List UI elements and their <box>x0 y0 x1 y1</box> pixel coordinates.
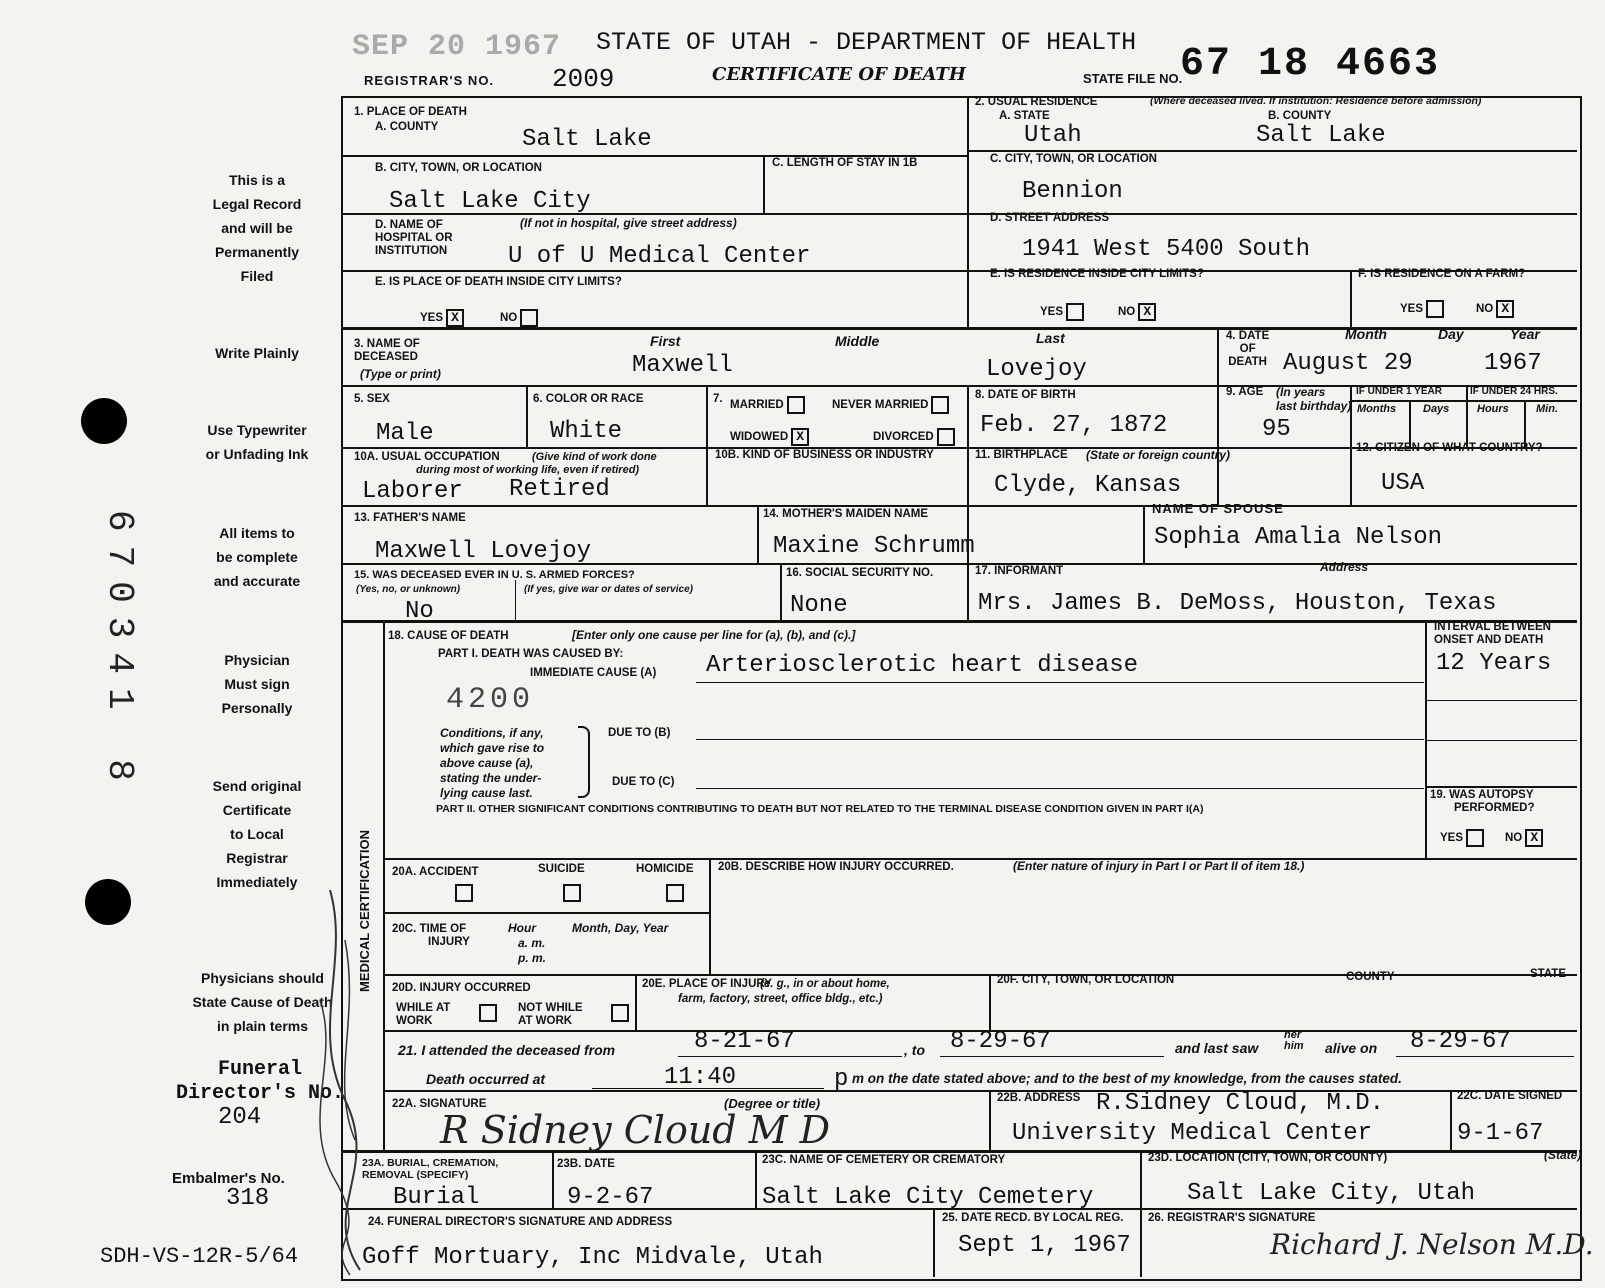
birthplace-label: 11. BIRTHPLACE <box>975 449 1068 461</box>
homicide-label: HOMICIDE <box>636 863 694 875</box>
never-married: NEVER MARRIED <box>832 396 949 414</box>
sidebar-send: Send original Certificate to Local Registrar Immediately <box>212 778 302 890</box>
rule <box>1466 385 1468 447</box>
burial-date-label: 23B. DATE <box>557 1158 615 1170</box>
ssn-label: 16. SOCIAL SECURITY NO. <box>786 567 934 579</box>
attended-to-line <box>940 1056 1164 1057</box>
cause-line-c <box>696 788 1424 789</box>
rule <box>1425 786 1577 788</box>
alive-on-line <box>1396 1056 1574 1057</box>
widowed-box[interactable]: X <box>791 428 809 446</box>
street-label: D. STREET ADDRESS <box>990 212 1110 224</box>
divorced: DIVORCED <box>873 428 955 446</box>
accident-box[interactable] <box>455 884 473 902</box>
mother-label: 14. MOTHER'S MAIDEN NAME <box>763 508 929 520</box>
citizen-label: 12. CITIZEN OF WHAT COUNTRY? <box>1356 442 1543 454</box>
ampm-value: p <box>834 1066 849 1093</box>
farm-label: F. IS RESIDENCE ON A FARM? <box>1358 268 1526 280</box>
state-paren-label: (State) <box>1544 1148 1582 1162</box>
interval-value: 12 Years <box>1436 650 1552 677</box>
occupation-note-2: during most of working life, even if retired) <box>416 464 640 476</box>
rule <box>1143 505 1145 563</box>
under-1-year-label: IF UNDER 1 YEAR <box>1356 386 1442 397</box>
res-inside-yes-box[interactable] <box>1066 303 1084 321</box>
attended-label: 21. I attended the deceased from <box>398 1042 616 1058</box>
farm-yes-box[interactable] <box>1426 300 1444 318</box>
am-pm-suffix: m on the date stated above; and to the best of my knowledge, from the causes stated. <box>852 1071 1402 1086</box>
race-label: 6. COLOR OR RACE <box>533 393 644 405</box>
death-time-line <box>592 1088 824 1089</box>
rule <box>1350 270 1352 328</box>
suicide-label: SUICIDE <box>538 863 585 875</box>
rule <box>552 1150 554 1208</box>
describe-label: 20B. DESCRIBE HOW INJURY OCCURRED. <box>718 861 954 873</box>
time-injury-hour: Hour a. m. p. m. <box>508 921 547 965</box>
medical-certification-label: MEDICAL CERTIFICATION <box>357 829 372 992</box>
cause-line-a <box>696 682 1424 683</box>
county-value: Salt Lake <box>522 126 652 153</box>
res-inside-no-box[interactable]: X <box>1138 303 1156 321</box>
rule <box>383 858 1577 860</box>
death-time-value: 11:40 <box>664 1064 737 1091</box>
hospital-note: (If not in hospital, give street address) <box>520 216 737 230</box>
res-county-value: Salt Lake <box>1256 122 1386 149</box>
widowed: WIDOWED X <box>730 428 809 446</box>
due-b-label: DUE TO (B) <box>608 727 671 739</box>
spouse-label: NAME OF SPOUSE <box>1152 501 1284 516</box>
due-c-label: DUE TO (C) <box>612 776 675 788</box>
rule <box>709 858 711 974</box>
part2-label: PART II. OTHER SIGNIFICANT CONDITIONS CONTRIBUTING TO DEATH BUT NOT RELATED TO THE TERMINAL DISEASE CONDITION GIVEN IN PART I(A) <box>436 803 1204 815</box>
immediate-label: IMMEDIATE CAUSE (A) <box>530 667 657 679</box>
injury-city-label: 20F. CITY, TOWN, OR LOCATION <box>997 974 1175 986</box>
rule <box>755 1150 757 1208</box>
funeral-sig-label: 24. FUNERAL DIRECTOR'S SIGNATURE AND ADDRESS <box>368 1216 673 1228</box>
rule <box>1217 327 1219 505</box>
res-city-label: C. CITY, TOWN, OR LOCATION <box>990 153 1157 165</box>
registrar-signature: Richard J. Nelson M.D. <box>1270 1228 1594 1261</box>
first-name-value: Maxwell <box>632 352 733 379</box>
farm-no-box[interactable]: X <box>1496 300 1514 318</box>
rule <box>1524 400 1526 447</box>
married-box[interactable] <box>787 396 805 414</box>
cause-line-b <box>696 739 1424 740</box>
rule <box>1425 620 1427 858</box>
inside-city-label: E. IS PLACE OF DEATH INSIDE CITY LIMITS? <box>375 276 622 288</box>
hospital-label: D. NAME OF HOSPITAL OR INSTITUTION <box>375 219 453 257</box>
binder-hole <box>85 879 131 925</box>
homicide-box[interactable] <box>666 884 684 902</box>
occupation-value-2: Retired <box>509 476 610 503</box>
armed-label: 15. WAS DECEASED EVER IN U. S. ARMED FORCES? <box>354 569 635 581</box>
age-label: 9. AGE <box>1226 386 1264 398</box>
street-value: 1941 West 5400 South <box>1022 236 1311 263</box>
month-label: Month <box>1345 326 1387 342</box>
location-label: 23D. LOCATION (CITY, TOWN, OR COUNTY) <box>1148 1152 1388 1164</box>
sidebar-write: Write Plainly <box>215 345 299 361</box>
interval-label: INTERVAL BETWEEN ONSET AND DEATH <box>1434 621 1551 646</box>
funeral-director-label: Funeral Director's No. <box>175 1058 345 1105</box>
rule <box>343 327 1577 330</box>
rule <box>1425 740 1577 741</box>
rule <box>780 563 782 620</box>
injury-county-label: COUNTY <box>1346 971 1395 983</box>
time-injury-mdy: Month, Day, Year <box>572 921 669 935</box>
her-him-label: her him <box>1284 1029 1304 1052</box>
mother-value: Maxine Schrumm <box>773 533 975 560</box>
address-label: Address <box>1320 560 1369 574</box>
res-state-value: Utah <box>1024 122 1082 149</box>
funeral-home-value: Goff Mortuary, Inc Midvale, Utah <box>362 1244 823 1271</box>
occupation-note-1: (Give kind of work done <box>532 451 657 463</box>
rule <box>515 580 516 620</box>
rule <box>989 974 991 1030</box>
race-value: White <box>550 418 623 445</box>
age-note: (In years last birthday) <box>1276 385 1352 413</box>
city-value: Salt Lake City <box>389 188 591 215</box>
usual-residence-note: (Where deceased lived. If institution: Residence before admission) <box>1150 95 1482 107</box>
county-label: A. COUNTY <box>375 121 439 133</box>
death-month-day-value: August 29 <box>1283 350 1413 377</box>
occupation-label: 10A. USUAL OCCUPATION <box>354 451 500 463</box>
cemetery-value: Salt Lake City Cemetery <box>762 1184 1094 1211</box>
while-work-box[interactable] <box>479 1004 497 1022</box>
day-label: Day <box>1438 326 1464 342</box>
injury-state-label: STATE <box>1530 968 1566 980</box>
state-file-no: 67 18 4663 <box>1180 42 1441 87</box>
inside-city-yes-box[interactable]: X <box>446 309 464 327</box>
married: MARRIED <box>730 396 805 414</box>
autopsy-no: NO X <box>1505 829 1543 847</box>
not-while-work-label: NOT WHILE AT WORK <box>518 1002 583 1027</box>
res-inside-no: NO X <box>1118 303 1156 321</box>
ssn-value: None <box>790 592 848 619</box>
burial-value: Burial <box>393 1184 480 1211</box>
conditions-bracket <box>578 726 590 798</box>
spouse-value: Sophia Amalia Nelson <box>1154 524 1443 551</box>
city-label: B. CITY, TOWN, OR LOCATION <box>375 162 542 174</box>
place-injury-note-1: (e. g., in or about home, <box>760 978 890 990</box>
age-value: 95 <box>1262 416 1291 443</box>
informant-value: Mrs. James B. DeMoss, Houston, Texas <box>978 590 1497 617</box>
part1-label: PART I. DEATH WAS CAUSED BY: <box>438 648 624 660</box>
sidebar-cause: Physicians should State Cause of Death in plain terms <box>192 970 333 1034</box>
sig-address-label: 22B. ADDRESS <box>997 1092 1081 1104</box>
certificate-title: CERTIFICATE OF DEATH <box>712 64 966 85</box>
rule <box>967 150 1577 152</box>
res-inside-label: E. IS RESIDENCE INSIDE CITY LIMITS? <box>990 268 1204 280</box>
agency-title: STATE OF UTAH - DEPARTMENT OF HEALTH <box>596 28 1137 57</box>
rule <box>383 1090 1577 1092</box>
place-injury-note-2: farm, factory, street, office bldg., etc.) <box>678 993 883 1005</box>
res-city-value: Bennion <box>1022 178 1123 205</box>
embalmer-no: 318 <box>226 1185 270 1212</box>
rule <box>1140 1208 1142 1277</box>
sex-label: 5. SEX <box>354 393 390 405</box>
days-label: Days <box>1423 403 1450 415</box>
date-death-label: 4. DATE OF DEATH <box>1226 330 1270 368</box>
burial-date-value: 9-2-67 <box>567 1184 654 1211</box>
farm-yes: YES <box>1400 300 1444 318</box>
registrar-no-label: REGISTRAR'S NO. <box>364 73 495 88</box>
last-saw-label: and last saw <box>1175 1040 1259 1056</box>
sidebar-items: All items to be complete and accurate <box>213 525 301 589</box>
armed-value: No <box>405 598 434 625</box>
inside-city-no: NO <box>500 309 538 327</box>
immediate-cause-value: Arteriosclerotic heart disease <box>706 652 1139 679</box>
rule <box>526 385 528 447</box>
suicide-box[interactable] <box>563 884 581 902</box>
rule <box>1140 1150 1142 1208</box>
rule <box>967 96 969 328</box>
rule <box>383 620 385 1150</box>
marital-num: 7. <box>713 393 723 405</box>
rule <box>757 505 759 563</box>
occupation-value: Laborer <box>362 478 463 505</box>
attended-to-value: 8-29-67 <box>950 1028 1051 1055</box>
first-label: First <box>650 333 681 349</box>
birthplace-value: Clyde, Kansas <box>994 472 1182 499</box>
hospital-value: U of U Medical Center <box>508 243 811 270</box>
rule <box>1425 700 1577 701</box>
state-file-label: STATE FILE NO. <box>1083 71 1183 86</box>
autopsy-label: 19. WAS AUTOPSY PERFORMED? <box>1430 789 1535 814</box>
farm-no: NO X <box>1476 300 1514 318</box>
date-recd-label: 25. DATE RECD. BY LOCAL REG. <box>942 1212 1124 1224</box>
rule <box>989 1090 991 1150</box>
hours-label: Hours <box>1477 403 1509 415</box>
alive-on-label: alive on <box>1325 1040 1378 1056</box>
time-injury-label: 20C. TIME OF INJURY <box>392 923 470 948</box>
not-while-work-box[interactable] <box>611 1004 629 1022</box>
burial-label: 23A. BURIAL, CREMATION, REMOVAL (SPECIFY) <box>362 1157 499 1181</box>
death-occurred-label: Death occurred at <box>426 1071 546 1087</box>
armed-note-1: (Yes, no, or unknown) <box>356 584 461 595</box>
accident-label: 20A. ACCIDENT <box>392 866 479 878</box>
sidebar-legal: This is a Legal Record and will be Permanently Filed <box>212 172 302 284</box>
rule <box>1450 1090 1452 1150</box>
res-county-label: B. COUNTY <box>1268 110 1332 122</box>
location-value: Salt Lake City, Utah <box>1187 1180 1476 1207</box>
autopsy-yes-box[interactable] <box>1466 829 1484 847</box>
sidebar-ink: Use Typewriter or Unfading Ink <box>205 422 309 462</box>
dob-value: Feb. 27, 1872 <box>980 412 1168 439</box>
place-of-death-label: 1. PLACE OF DEATH <box>354 106 467 118</box>
injury-occurred-label: 20D. INJURY OCCURRED <box>392 982 531 994</box>
binder-hole <box>81 398 127 444</box>
last-label: Last <box>1036 330 1065 346</box>
armed-note-2: (If yes, give war or dates of service) <box>524 584 693 595</box>
cause-note: [Enter only one cause per line for (a), (b), and (c).] <box>572 628 856 642</box>
months-label: Months <box>1357 403 1397 415</box>
funeral-director-no: 204 <box>218 1104 262 1131</box>
form-id: SDH-VS-12R-5/64 <box>100 1244 299 1269</box>
rule <box>635 974 637 1030</box>
autopsy-no-box[interactable]: X <box>1525 829 1543 847</box>
margin-signature-strokes <box>290 880 380 1280</box>
degree-label: (Degree or title) <box>724 1096 821 1111</box>
date-signed-value: 9-1-67 <box>1457 1120 1544 1147</box>
inside-city-yes: YES X <box>420 309 464 327</box>
under-24-hrs-label: IF UNDER 24 HRS. <box>1470 386 1558 397</box>
res-inside-yes: YES <box>1040 303 1084 321</box>
registrar-sig-label: 26. REGISTRAR'S SIGNATURE <box>1148 1212 1316 1224</box>
rule <box>1350 400 1577 402</box>
rule <box>706 385 708 505</box>
inside-city-no-box[interactable] <box>520 309 538 327</box>
describe-note: (Enter nature of injury in Part I or Part II of item 18.) <box>1013 859 1305 873</box>
to-label: , to <box>904 1042 925 1058</box>
rule <box>763 155 765 213</box>
rule <box>967 385 969 620</box>
physician-signature: R Sidney Cloud M D <box>440 1108 831 1152</box>
rule <box>343 505 1577 507</box>
embalmer-label: Embalmer's No. <box>172 1170 285 1187</box>
vertical-serial: 670341 8 <box>99 510 140 795</box>
attended-from-line <box>678 1056 902 1057</box>
rule <box>933 1208 935 1277</box>
date-signed-label: 22C. DATE SIGNED <box>1457 1090 1563 1102</box>
death-year-value: 1967 <box>1484 350 1542 377</box>
cause-label: 18. CAUSE OF DEATH <box>388 630 509 642</box>
business-label: 10B. KIND OF BUSINESS OR INDUSTRY <box>715 449 934 461</box>
last-name-value: Lovejoy <box>986 356 1087 383</box>
year-label: Year <box>1510 326 1540 342</box>
length-of-stay-label: C. LENGTH OF STAY IN 1B <box>772 157 918 169</box>
cemetery-label: 23C. NAME OF CEMETERY OR CREMATORY <box>762 1154 1006 1166</box>
sex-value: Male <box>376 420 434 447</box>
received-stamp: SEP 20 1967 <box>352 30 562 64</box>
rule <box>343 620 1577 623</box>
conditions-note: Conditions, if any, which gave rise to above cause (a), stating the under- lying cause last. <box>440 726 545 800</box>
state-label: A. STATE <box>999 110 1050 122</box>
divorced-box[interactable] <box>937 428 955 446</box>
informant-label: 17. INFORMANT <box>975 565 1064 577</box>
min-label: Min. <box>1536 403 1558 415</box>
cause-code: 4200 <box>446 683 535 717</box>
dob-label: 8. DATE OF BIRTH <box>975 389 1076 401</box>
father-label: 13. FATHER'S NAME <box>354 512 466 524</box>
sidebar-physician: Physician Must sign Personally <box>221 652 293 716</box>
date-recd-value: Sept 1, 1967 <box>958 1232 1131 1259</box>
rule <box>1409 400 1411 447</box>
citizen-value: USA <box>1381 470 1425 497</box>
registrar-no: 2009 <box>552 64 615 94</box>
alive-on-value: 8-29-67 <box>1410 1028 1511 1055</box>
signature-label: 22A. SIGNATURE <box>392 1098 487 1110</box>
name-deceased-label: 3. NAME OF DECEASED <box>354 338 420 363</box>
rule <box>383 912 709 914</box>
type-print-note: (Type or print) <box>360 367 441 381</box>
sig-address-value: University Medical Center <box>1012 1120 1373 1147</box>
place-injury-label: 20E. PLACE OF INJURY <box>642 978 772 990</box>
never-married-box[interactable] <box>931 396 949 414</box>
usual-residence-label: 2. USUAL RESIDENCE <box>975 96 1098 108</box>
father-value: Maxwell Lovejoy <box>375 538 592 565</box>
rule <box>383 974 1577 976</box>
birthplace-note: (State or foreign country) <box>1086 448 1231 462</box>
middle-label: Middle <box>835 333 880 349</box>
while-work-label: WHILE AT WORK <box>396 1002 451 1027</box>
attended-from-value: 8-21-67 <box>694 1028 795 1055</box>
autopsy-yes: YES <box>1440 829 1484 847</box>
sig-name-value: R.Sidney Cloud, M.D. <box>1096 1090 1385 1117</box>
